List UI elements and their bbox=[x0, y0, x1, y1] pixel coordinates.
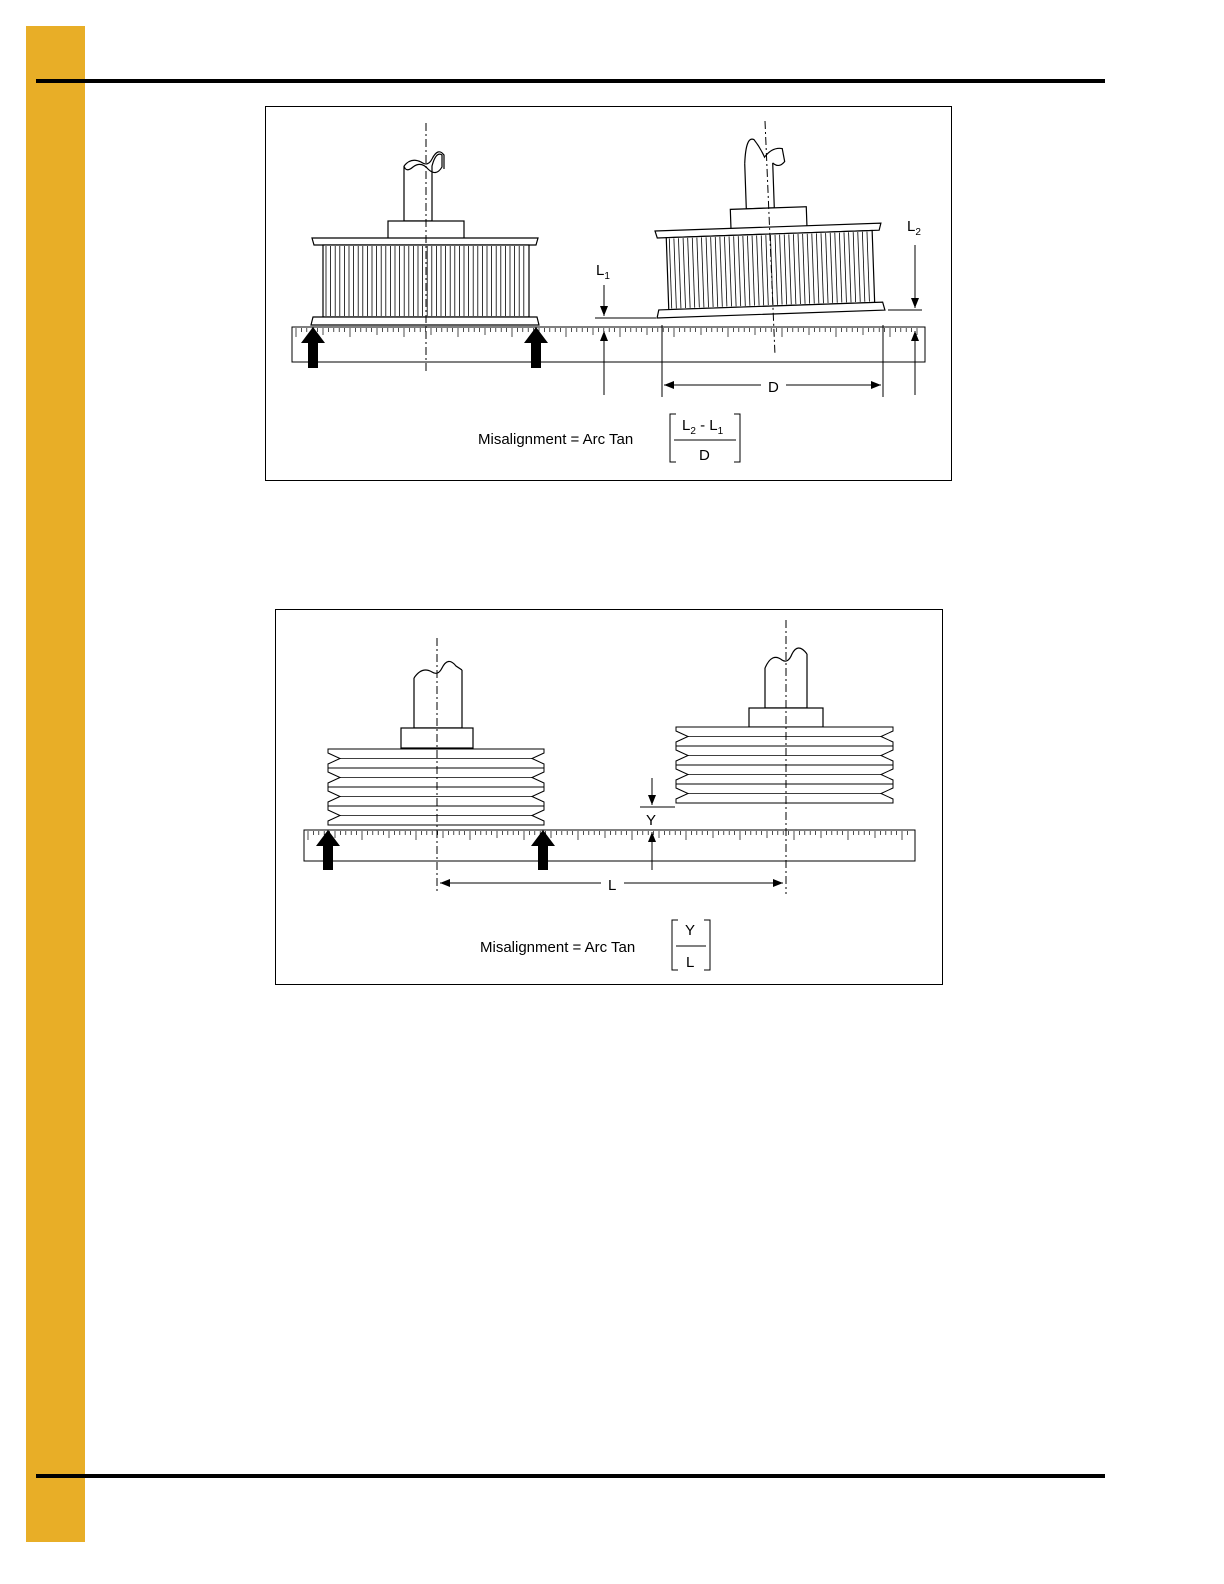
label-y: Y bbox=[646, 812, 657, 829]
header-rule bbox=[36, 79, 1105, 83]
dimension-l2 bbox=[888, 218, 922, 395]
figure-angular-misalignment bbox=[265, 106, 952, 481]
right-v-belt-sheave bbox=[676, 648, 893, 803]
formula-numerator: Y bbox=[685, 922, 696, 939]
formula-numerator: $L_2 - L_1$ bbox=[682, 417, 724, 437]
formula-parallel bbox=[480, 920, 710, 971]
straight-edge-ruler bbox=[304, 830, 915, 861]
straight-edge-ruler bbox=[292, 327, 925, 362]
label-d: D bbox=[768, 379, 779, 396]
left-timing-pulley bbox=[311, 152, 539, 325]
dimension-l bbox=[440, 877, 783, 894]
formula-prefix: Misalignment = Arc Tan bbox=[478, 431, 634, 448]
formula-denominator: L bbox=[686, 954, 695, 971]
figure-parallel-misalignment bbox=[275, 609, 943, 985]
formula-prefix: Misalignment = Arc Tan bbox=[480, 939, 636, 956]
formula-angular bbox=[478, 414, 740, 464]
label-l2: $L_2$ bbox=[907, 218, 921, 238]
left-v-belt-sheave bbox=[328, 661, 544, 825]
right-timing-pulley-tilted bbox=[651, 135, 885, 318]
label-l1: $L_1$ bbox=[596, 262, 610, 282]
side-color-stripe bbox=[26, 26, 85, 1542]
formula-denominator: D bbox=[699, 447, 710, 464]
left-shaft bbox=[404, 154, 442, 221]
footer-rule bbox=[36, 1474, 1105, 1478]
label-l: L bbox=[608, 877, 617, 894]
